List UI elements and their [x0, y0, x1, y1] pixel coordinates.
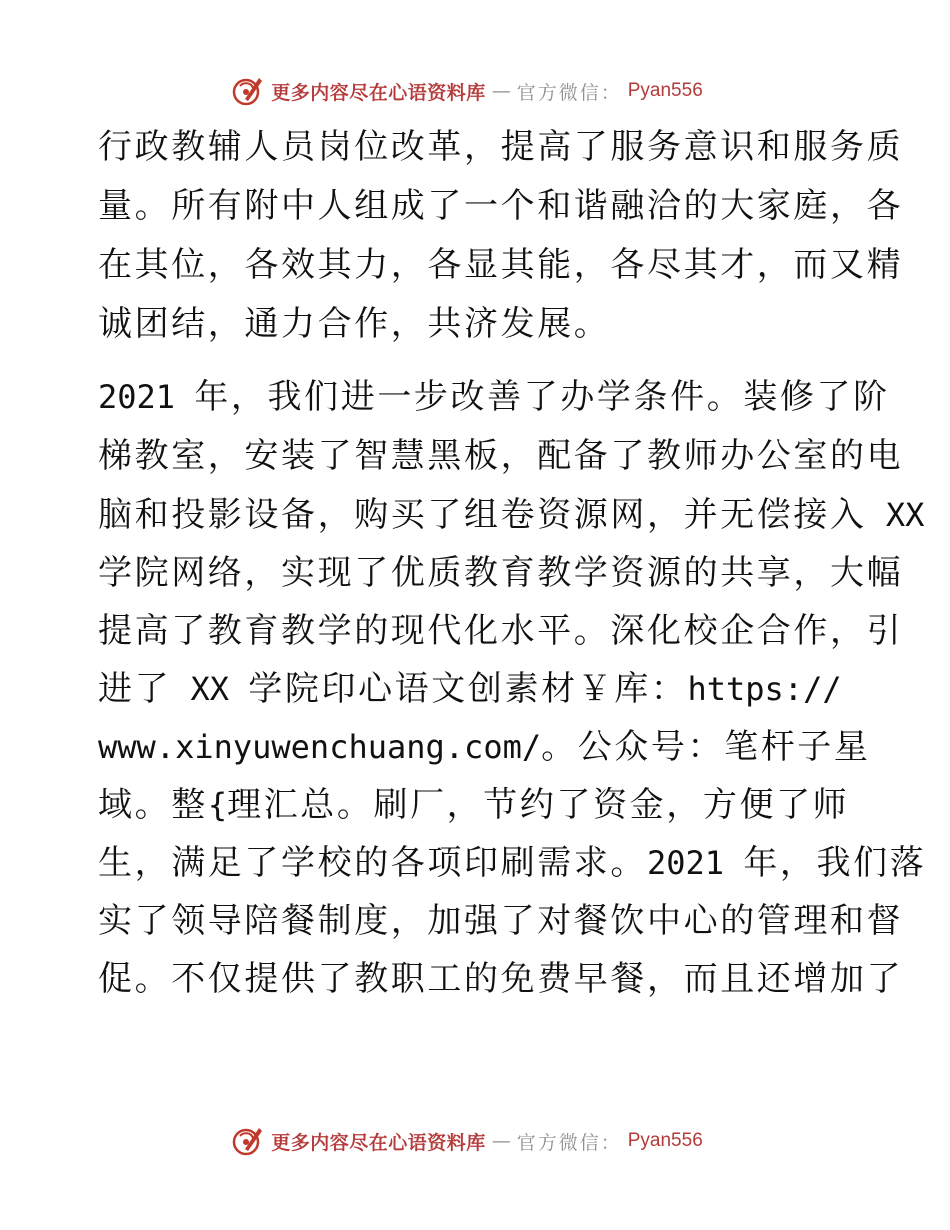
header-banner: [0, 71, 950, 111]
body-line: 诚团结，通力合作，共济发展。: [98, 304, 611, 344]
latin-run: XX: [171, 670, 249, 708]
footer-banner: [0, 1121, 950, 1161]
body-line: 量。所有附中人组成了一个和谐融洽的大家庭，各: [98, 186, 904, 226]
latin-run: XX: [866, 496, 925, 534]
pen-logo-icon: [231, 74, 265, 108]
body-line: 促。不仅提供了教职工的免费早餐，而且还增加了: [98, 959, 904, 999]
footer-separator: —: [491, 1130, 511, 1152]
body-line: 在其位，各效其力，各显其能，各尽其才，而又精: [98, 245, 904, 285]
body-line: 提高了教育教学的现代化水平。深化校企合作，引: [98, 611, 904, 651]
body-line: 生，满足了学校的各项印刷需求。2021 年，我们落: [98, 843, 927, 883]
latin-run: www.xinyuwenchuang.com/: [98, 728, 542, 766]
body-line: 域。整{理汇总。刷厂，节约了资金，方便了师: [98, 785, 850, 825]
body-line: 实了领导陪餐制度，加强了对餐饮中心的管理和督: [98, 901, 904, 941]
body-line: 2021 年，我们进一步改善了办学条件。装修了阶: [98, 377, 890, 417]
header-wechat-id: Pyan556: [627, 80, 703, 101]
latin-run: https://: [687, 670, 842, 708]
body-line: www.xinyuwenchuang.com/。公众号：笔杆子星: [98, 727, 871, 767]
pen-logo-icon: [231, 1124, 265, 1158]
header-banner-content: [231, 74, 703, 108]
body-line: 梯教室，安装了智慧黑板，配备了教师办公室的电: [98, 436, 904, 476]
footer-banner-content: [231, 1124, 703, 1158]
body-line: 进了 XX 学院印心语文创素材￥库：https://: [98, 669, 842, 709]
body-line: 行政教辅人员岗位改革，提高了服务意识和服务质: [98, 127, 904, 167]
header-brand-text: 更多内容尽在心语资料库: [271, 81, 486, 104]
footer-wechat-id: Pyan556: [627, 1130, 703, 1151]
header-separator: —: [491, 80, 511, 102]
latin-run: 2021: [98, 378, 195, 416]
latin-run: 2021: [647, 844, 744, 882]
body-line: 脑和投影设备，购买了组卷资源网，并无偿接入 XX: [98, 495, 925, 535]
header-wechat-label: 官方微信：: [516, 81, 622, 104]
latin-run: {: [207, 786, 228, 824]
body-line: 学院网络，实现了优质教育教学资源的共享，大幅: [98, 553, 904, 593]
footer-brand-text: 更多内容尽在心语资料库: [271, 1131, 486, 1154]
footer-wechat-label: 官方微信：: [516, 1131, 622, 1154]
